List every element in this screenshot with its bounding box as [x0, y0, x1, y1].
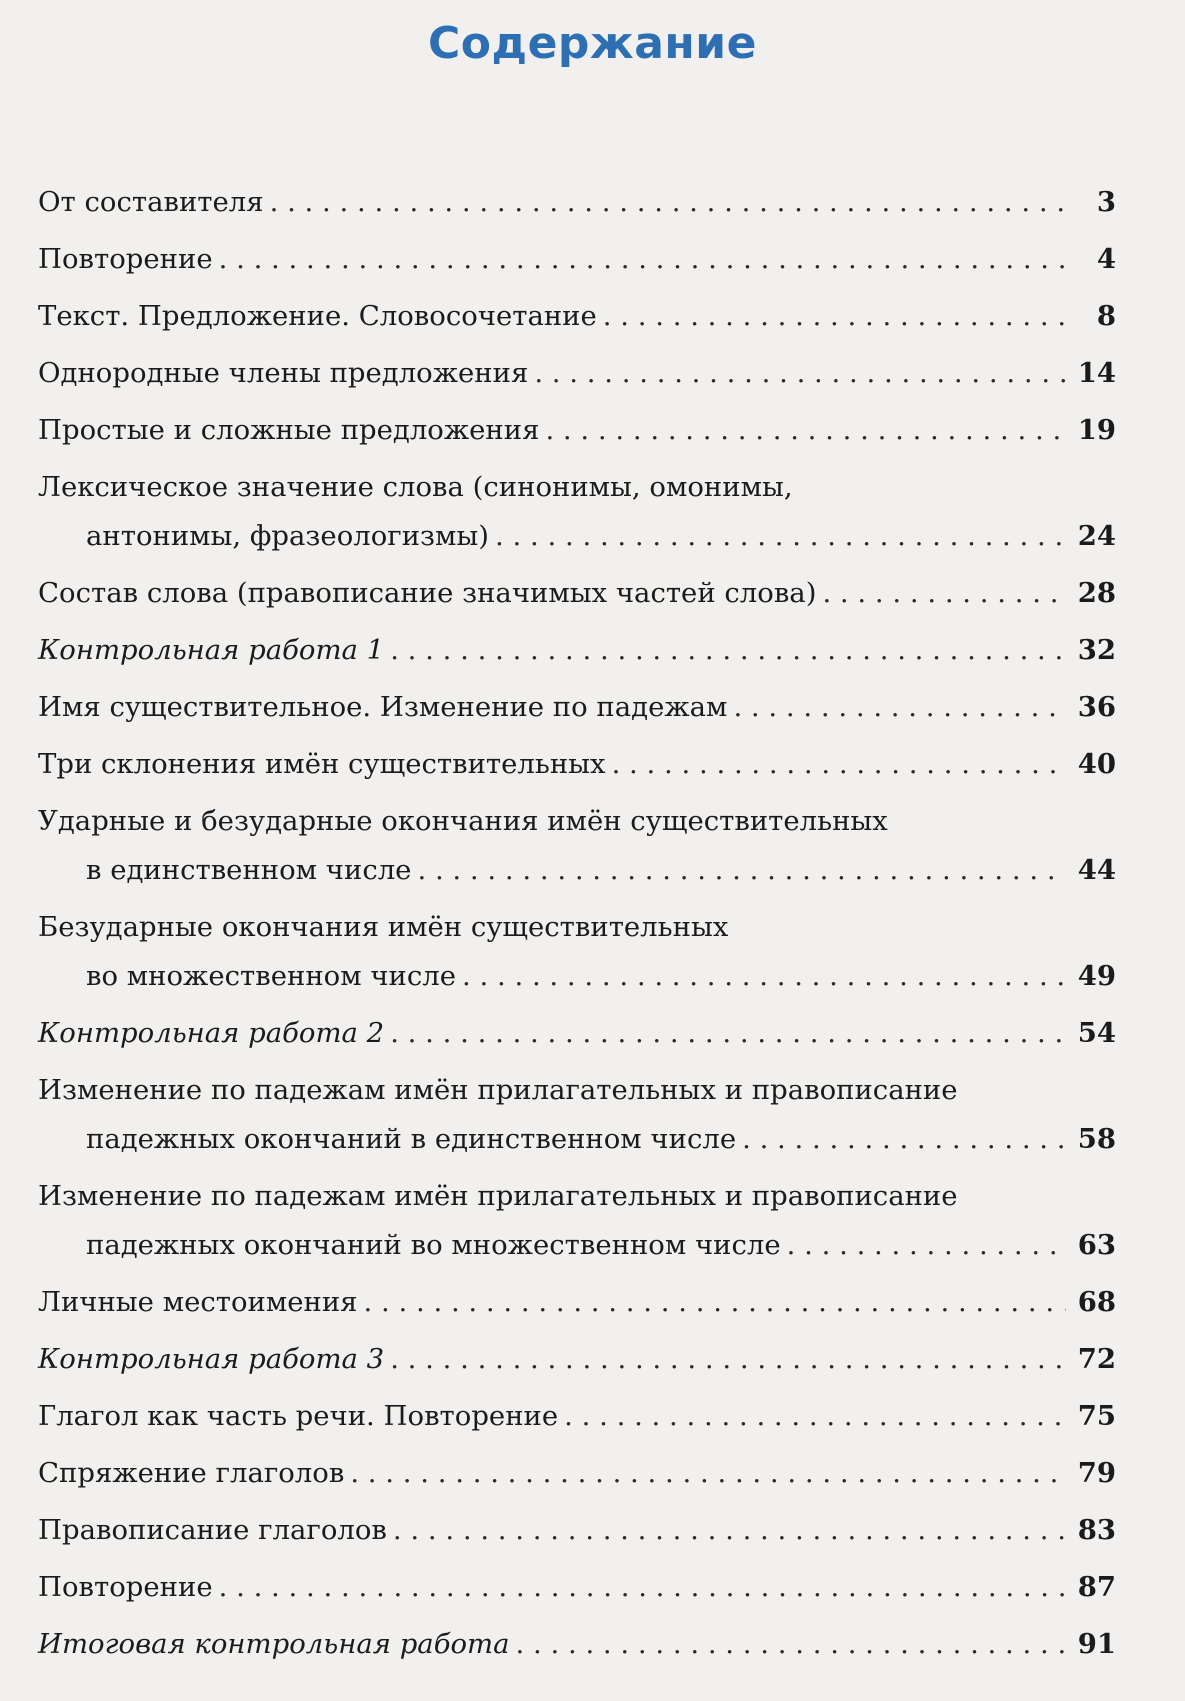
toc-entry-text: антонимы, фразеологизмы): [86, 520, 490, 552]
toc-entry-text: Контрольная работа 3: [38, 1343, 385, 1375]
toc-entry: [38, 292, 1116, 341]
dot-leader: [350, 1449, 1066, 1498]
toc-entry-text: От составителя: [38, 186, 264, 218]
toc-entry-text-line1: Ударные и безударные окончания имён существительных: [38, 805, 888, 837]
toc-entry-text: Текст. Предложение. Словосочетание: [38, 300, 597, 332]
toc-page-number: 63: [1077, 1229, 1116, 1261]
toc-entry: [38, 178, 1116, 227]
toc-entry: [38, 683, 1116, 732]
toc-page-number: 91: [1077, 1628, 1116, 1660]
toc-entry-text: Итоговая контрольная работа: [38, 1628, 510, 1660]
dot-leader: [742, 1115, 1066, 1164]
toc-entry: [38, 235, 1116, 284]
toc-page-number: 40: [1077, 748, 1116, 780]
dot-leader: [822, 569, 1066, 618]
toc-entry-text-line1: Безударные окончания имён существительных: [38, 911, 729, 943]
dot-leader: [534, 349, 1066, 398]
toc-page-number: 14: [1077, 357, 1116, 389]
toc-page-number: 87: [1077, 1571, 1116, 1603]
toc-entry-text: падежных окончаний во множественном числе: [86, 1229, 781, 1261]
dot-leader: [612, 740, 1066, 789]
toc-entry: [38, 1172, 1116, 1270]
toc-page-number: 8: [1096, 300, 1116, 332]
toc-page-number: 68: [1077, 1286, 1116, 1318]
toc-entry: [38, 1620, 1116, 1669]
toc-entry-text: в единственном числе: [86, 854, 412, 886]
dot-leader: [495, 512, 1066, 561]
dot-leader: [364, 1278, 1066, 1327]
dot-leader: [219, 1563, 1066, 1612]
toc-page-number: 19: [1077, 414, 1116, 446]
toc-entry: [38, 1449, 1116, 1498]
toc-entry-text-line1: Изменение по падежам имён прилагательных и правописание: [38, 1074, 958, 1106]
toc-entry-text: Спряжение глаголов: [38, 1457, 345, 1489]
dot-leader: [564, 1392, 1066, 1441]
toc-entry: [38, 1506, 1116, 1555]
toc-entry-text: Глагол как часть речи. Повторение: [38, 1400, 559, 1432]
dot-leader: [462, 952, 1066, 1001]
toc-entry: [38, 1278, 1116, 1327]
toc-entry: [38, 903, 1116, 1001]
toc-page-number: 49: [1077, 960, 1116, 992]
toc-entry: [38, 349, 1116, 398]
page-title: Содержание: [428, 18, 757, 69]
toc-page-number: 36: [1077, 691, 1116, 723]
dot-leader: [390, 1009, 1066, 1058]
toc-entry-text: Три склонения имён существительных: [38, 748, 606, 780]
toc-entry: [38, 1066, 1116, 1164]
toc-entry-text: Повторение: [38, 243, 213, 275]
toc-page-number: 44: [1077, 854, 1116, 886]
toc-page-number: 75: [1077, 1400, 1116, 1432]
toc-entry-text: Контрольная работа 2: [38, 1017, 385, 1049]
toc-page-number: 32: [1077, 634, 1116, 666]
dot-leader: [516, 1620, 1066, 1669]
toc-entry: [38, 626, 1116, 675]
toc-entry: [38, 463, 1116, 561]
dot-leader: [390, 626, 1066, 675]
toc-page-number: 58: [1077, 1123, 1116, 1155]
toc-entry: [38, 740, 1116, 789]
toc-entry-text: Правописание глаголов: [38, 1514, 387, 1546]
toc-entry: [38, 1335, 1116, 1384]
toc-page-number: 3: [1096, 186, 1116, 218]
toc-entry-text: Имя существительное. Изменение по падежам: [38, 691, 728, 723]
toc-page-number: 24: [1077, 520, 1116, 552]
dot-leader: [393, 1506, 1066, 1555]
dot-leader: [787, 1221, 1066, 1270]
toc-entry-text-line1: Лексическое значение слова (синонимы, омонимы,: [38, 471, 793, 503]
toc-entry: [38, 1009, 1116, 1058]
dot-leader: [733, 683, 1066, 732]
toc-entry: [38, 406, 1116, 455]
dot-leader: [390, 1335, 1066, 1384]
toc-entry-text: Личные местоимения: [38, 1286, 358, 1318]
toc-entry-text: падежных окончаний в единственном числе: [86, 1123, 737, 1155]
dot-leader: [545, 406, 1066, 455]
toc-page-number: 79: [1077, 1457, 1116, 1489]
toc-page-number: 83: [1077, 1514, 1116, 1546]
toc-entry: [38, 569, 1116, 618]
toc-entry-text: Однородные члены предложения: [38, 357, 529, 389]
dot-leader: [219, 235, 1066, 284]
toc-entry-text: во множественном числе: [86, 960, 457, 992]
dot-leader: [270, 178, 1066, 227]
toc-page-number: 4: [1096, 243, 1116, 275]
toc-page-number: 28: [1077, 577, 1116, 609]
table-of-contents: [38, 178, 1116, 1677]
toc-entry-text-line1: Изменение по падежам имён прилагательных и правописание: [38, 1180, 958, 1212]
toc-entry: [38, 1392, 1116, 1441]
dot-leader: [417, 846, 1066, 895]
toc-page-number: 54: [1077, 1017, 1116, 1049]
toc-entry: [38, 797, 1116, 895]
toc-entry-text: Простые и сложные предложения: [38, 414, 540, 446]
toc-entry-text: Контрольная работа 1: [38, 634, 385, 666]
toc-entry-text: Повторение: [38, 1571, 213, 1603]
toc-entry-text: Состав слова (правописание значимых частей слова): [38, 577, 817, 609]
toc-page-number: 72: [1077, 1343, 1116, 1375]
toc-entry: [38, 1563, 1116, 1612]
dot-leader: [603, 292, 1066, 341]
